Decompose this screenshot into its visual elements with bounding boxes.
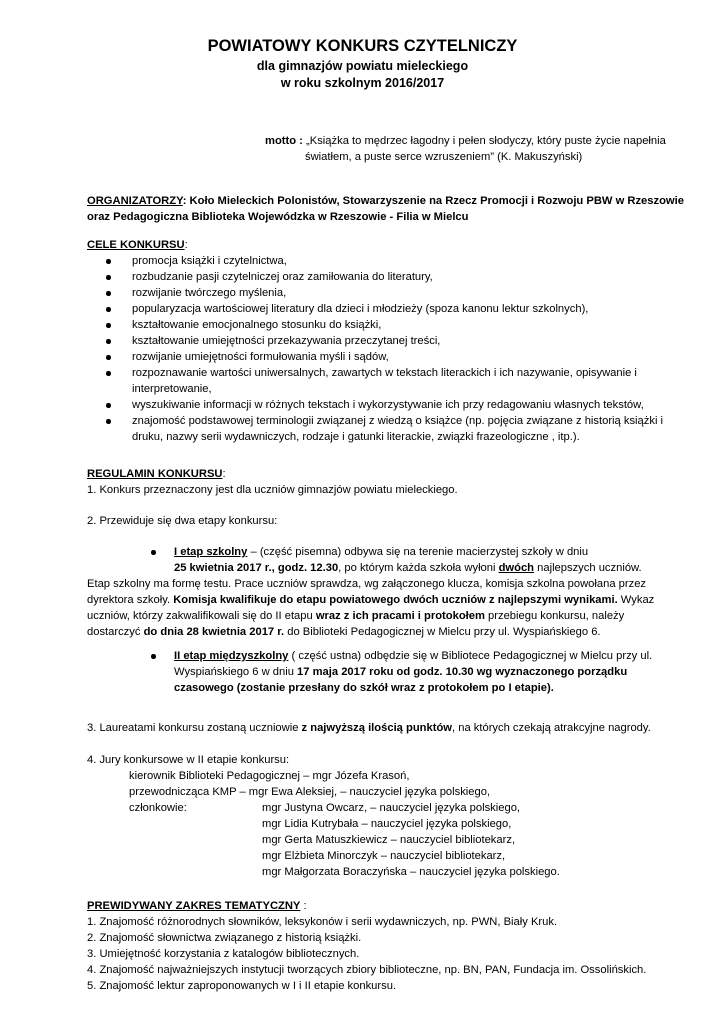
list-item: 2. Znajomość słownictwa związanego z historią książki. <box>87 932 362 944</box>
list-item: rozwijanie umiejętności formułowania myśli i sądów, <box>132 351 389 363</box>
page-subtitle-audience: dla gimnazjów powiatu mieleckiego <box>256 59 469 73</box>
stage1-date: 25 kwietnia 2017 r., godz. 12.30 <box>174 562 339 574</box>
stage2-line-1 <box>174 649 652 664</box>
stage1-text-6b: do dnia 28 kwietnia 2017 r. <box>143 626 285 638</box>
list-item: 3. Umiejętność korzystania z katalogów bibliotecznych. <box>87 948 360 960</box>
rules-p3-b: z najwyższą ilością punktów <box>301 722 452 734</box>
jury-member: mgr Lidia Kutrybała – nauczyciel języka polskiego, <box>262 818 512 830</box>
jury-chair: kierownik Biblioteki Pedagogicznej – mgr Józefa Krasoń, <box>129 770 410 782</box>
list-item: 5. Znajomość lektur zaproponowanych w I i II etapie konkursu. <box>87 980 397 992</box>
motto-line-1 <box>265 134 666 149</box>
list-item: popularyzacja wartościowej literatury dla dzieci i młodzieży (spoza kanonu lektur szkolnych), <box>132 303 589 315</box>
scope-heading <box>87 899 307 914</box>
motto-label: motto : <box>265 135 303 147</box>
stage1-text-2b: najlepszych uczniów. <box>534 562 642 574</box>
bullet-icon <box>106 355 111 360</box>
rules-point-4: 4. Jury konkursowe w II etapie konkursu: <box>87 754 290 766</box>
rules-point-3 <box>87 721 651 736</box>
stage2-line-2 <box>174 665 627 680</box>
motto-text-1: „Książka to mędrzec łagodny i pełen słodyczy, który puste życie napełnia <box>306 135 666 147</box>
jury-member: mgr Justyna Owcarz, – nauczyciel języka polskiego, <box>262 802 521 814</box>
jury-member: mgr Małgorzata Boraczyńska – nauczyciel języka polskiego. <box>262 866 560 878</box>
goals-heading <box>87 238 188 253</box>
page-title: POWIATOWY KONKURS CZYTELNICZY <box>207 37 518 55</box>
bullet-icon <box>106 291 111 296</box>
list-item: 4. Znajomość najważniejszych instytucji tworzących zbiory biblioteczne, np. BN, PAN, Fundacja im. Ossolińskich. <box>87 964 647 976</box>
stage2-line-3: czasowego (zostanie przesłany do szkół wraz z protokołem po I etapie). <box>174 682 554 694</box>
rules-p3-c: , na których czekają atrakcyjne nagrody. <box>452 722 651 734</box>
goals-label: CELE KONKURSU <box>87 239 185 251</box>
rules-heading <box>87 467 226 482</box>
bullet-icon <box>106 275 111 280</box>
stage2-text-2a: Wyspiańskiego 6 w dniu <box>174 666 298 678</box>
stage1-text-5a: uczniów, którzy zakwalifikowali się do II etapu <box>87 610 316 622</box>
organizers-label: ORGANIZATORZY <box>87 195 183 207</box>
list-item: 1. Znajomość różnorodnych słowników, leksykonów i serii wydawniczych, np. PWN, Biały Kruk. <box>87 916 558 928</box>
stage1-two: dwóch <box>498 562 535 574</box>
list-item: wyszukiwanie informacji w różnych tekstach i wykorzystywanie ich przy redagowaniu własnych tekstów, <box>132 399 644 411</box>
stage1-text-5b: wraz z ich pracami i protokołem <box>315 610 485 622</box>
page-subtitle-year: w roku szkolnym 2016/2017 <box>280 76 445 90</box>
rules-colon: : <box>222 468 226 480</box>
stage1-text-2: , po którym każda szkoła wyłoni <box>338 562 499 574</box>
bullet-icon <box>151 654 156 659</box>
stage1-name: I etap szkolny <box>174 546 248 558</box>
jury-members-label: członkowie: <box>129 802 187 814</box>
list-item: znajomość podstawowej terminologii związanej z wiedzą o książce (np. pojęcia związane z historią książki i <box>132 415 664 427</box>
stage1-line-2 <box>174 561 642 576</box>
stage1-line-5 <box>87 609 624 624</box>
stage1-text-1: – (część pisemna) odbywa się na terenie macierzystej szkoły w dniu <box>247 546 589 558</box>
scope-colon: : <box>300 900 307 912</box>
bullet-icon <box>106 419 111 424</box>
goals-colon: : <box>184 239 188 251</box>
jury-vice: przewodnicząca KMP – mgr Ewa Aleksiej, – nauczyciel języka polskiego, <box>129 786 491 798</box>
stage1-line-4 <box>87 593 654 608</box>
rules-p3-a: 3. Laureatami konkursu zostaną uczniowie <box>87 722 302 734</box>
list-item-continuation: interpretowanie, <box>132 383 212 395</box>
jury-member: mgr Elżbieta Minorczyk – nauczyciel bibliotekarz, <box>262 850 506 862</box>
rules-label: REGULAMIN KONKURSU <box>87 468 223 480</box>
stage2-text-1: ( część ustna) odbędzie się w Bibliotece Pedagogicznej w Mielcu przy ul. <box>288 650 653 662</box>
bullet-icon <box>151 550 156 555</box>
stage1-text-4b: Komisja kwalifikuje do etapu powiatowego dwóch uczniów z najlepszymi wynikami. <box>173 594 618 606</box>
stage1-text-4c: Wykaz <box>617 594 655 606</box>
organizers-text-1: : Koło Mieleckich Polonistów, Stowarzyszenie na Rzecz Promocji i Rozwoju PBW w Rzeszowie <box>182 195 684 207</box>
stage1-text-6c: do Biblioteki Pedagogicznej w Mielcu przy ul. Wyspiańskiego 6. <box>284 626 601 638</box>
list-item-continuation: druku, nazwy serii wydawniczych, rodzaje i gatunki literackie, związki frazeologiczne , itp.). <box>132 431 580 443</box>
bullet-icon <box>106 371 111 376</box>
organizers-line-1 <box>87 194 684 209</box>
list-item: rozpoznawanie wartości uniwersalnych, zawartych w tekstach literackich i ich nazywanie, opisywanie i <box>132 367 637 379</box>
bullet-icon <box>106 339 111 344</box>
rules-point-2: 2. Przewiduje się dwa etapy konkursu: <box>87 515 278 527</box>
rules-point-1: 1. Konkurs przeznaczony jest dla uczniów gimnazjów powiatu mieleckiego. <box>87 484 458 496</box>
stage1-text-6a: dostarczyć <box>87 626 144 638</box>
stage1-text-4a: dyrektora szkoły. <box>87 594 174 606</box>
stage2-name: II etap międzyszkolny <box>174 650 289 662</box>
list-item: promocja książki i czytelnictwa, <box>132 255 287 267</box>
list-item: kształtowanie emocjonalnego stosunku do książki, <box>132 319 382 331</box>
stage1-line-1 <box>174 545 588 560</box>
scope-label: PREWIDYWANY ZAKRES TEMATYCZNY <box>87 900 301 912</box>
bullet-icon <box>106 307 111 312</box>
stage1-text-5c: przebiegu konkursu, należy <box>484 610 625 622</box>
jury-member: mgr Gerta Matuszkiewicz – nauczyciel bibliotekarz, <box>262 834 516 846</box>
stage1-line-3: Etap szkolny ma formę testu. Prace uczniów sprawdza, wg załączonego klucza, komisja szkolna powołana przez <box>87 578 647 590</box>
list-item: rozwijanie twórczego myślenia, <box>132 287 287 299</box>
organizers-line-2: oraz Pedagogiczna Biblioteka Wojewódzka w Rzeszowie - Filia w Mielcu <box>87 211 469 223</box>
bullet-icon <box>106 259 111 264</box>
list-item: kształtowanie umiejętności przekazywania przeczytanej treści, <box>132 335 441 347</box>
stage1-line-6 <box>87 625 601 640</box>
bullet-icon <box>106 403 111 408</box>
stage2-text-2b: 17 maja 2017 roku od godz. 10.30 wg wyznaczonego porządku <box>297 666 628 678</box>
list-item: rozbudzanie pasji czytelniczej oraz zamiłowania do literatury, <box>132 271 433 283</box>
motto-line-2: światłem, a puste serce wzruszeniem” (K. Makuszyński) <box>305 151 583 163</box>
bullet-icon <box>106 323 111 328</box>
